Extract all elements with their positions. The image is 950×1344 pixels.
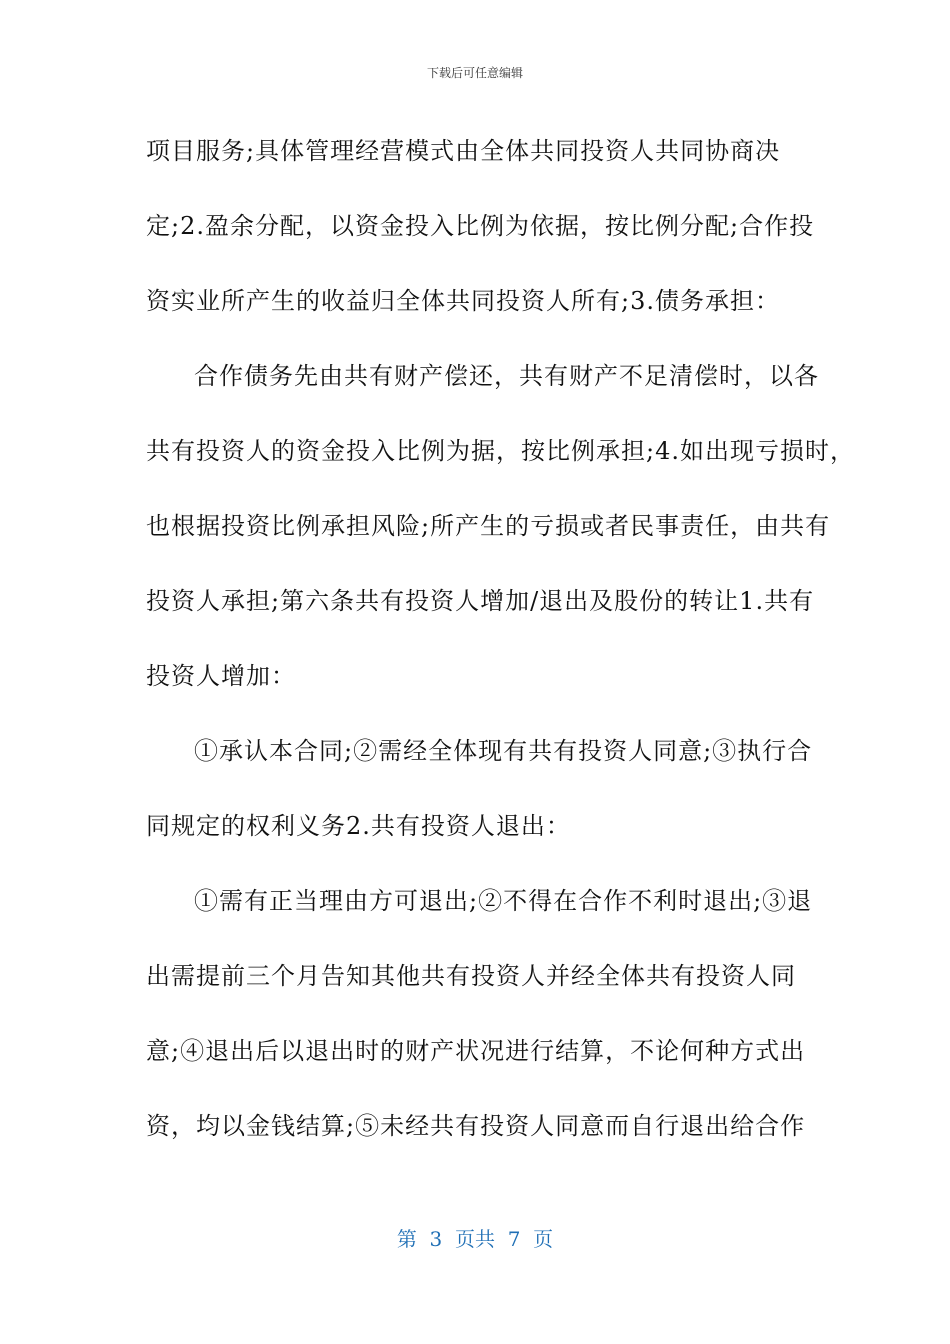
paragraph-line: 资，均以金钱结算;⑤未经共有投资人同意而自行退出给合作 bbox=[146, 1112, 806, 1140]
page-header: 下载后可任意编辑 bbox=[426, 66, 523, 80]
page-number-footer: 第 3 页共 7 页 bbox=[396, 1227, 554, 1251]
paragraph-line: 同规定的权利义务2.共有投资人退出： bbox=[146, 812, 571, 840]
paragraph-line: 资实业所产生的收益归全体共同投资人所有;3.债务承担： bbox=[146, 287, 780, 315]
paragraph-line: 合作债务先由共有财产偿还，共有财产不足清偿时，以各 bbox=[194, 362, 819, 390]
paragraph-line: 出需提前三个月告知其他共有投资人并经全体共有投资人同 bbox=[146, 962, 796, 990]
paragraph-line: 项目服务;具体管理经营模式由全体共同投资人共同协商决 bbox=[146, 137, 781, 165]
paragraph-line: 也根据投资比例承担风险;所产生的亏损或者民事责任，由共有 bbox=[146, 512, 831, 540]
paragraph-line: 共有投资人的资金投入比例为据，按比例承担;4.如出现亏损时， bbox=[146, 437, 855, 465]
document-body bbox=[146, 114, 855, 1164]
paragraph-line: 投资人承担;第六条共有投资人增加/退出及股份的转让1.共有 bbox=[146, 587, 815, 615]
paragraph-line: 意;④退出后以退出时的财产状况进行结算，不论何种方式出 bbox=[146, 1037, 806, 1065]
paragraph-line: ①承认本合同;②需经全体现有共有投资人同意;③执行合 bbox=[194, 737, 813, 765]
paragraph-line: 定;2.盈余分配，以资金投入比例为依据，按比例分配;合作投 bbox=[146, 212, 815, 240]
paragraph-line: ①需有正当理由方可退出;②不得在合作不利时退出;③退 bbox=[194, 887, 813, 915]
paragraph-line: 投资人增加： bbox=[146, 662, 296, 690]
